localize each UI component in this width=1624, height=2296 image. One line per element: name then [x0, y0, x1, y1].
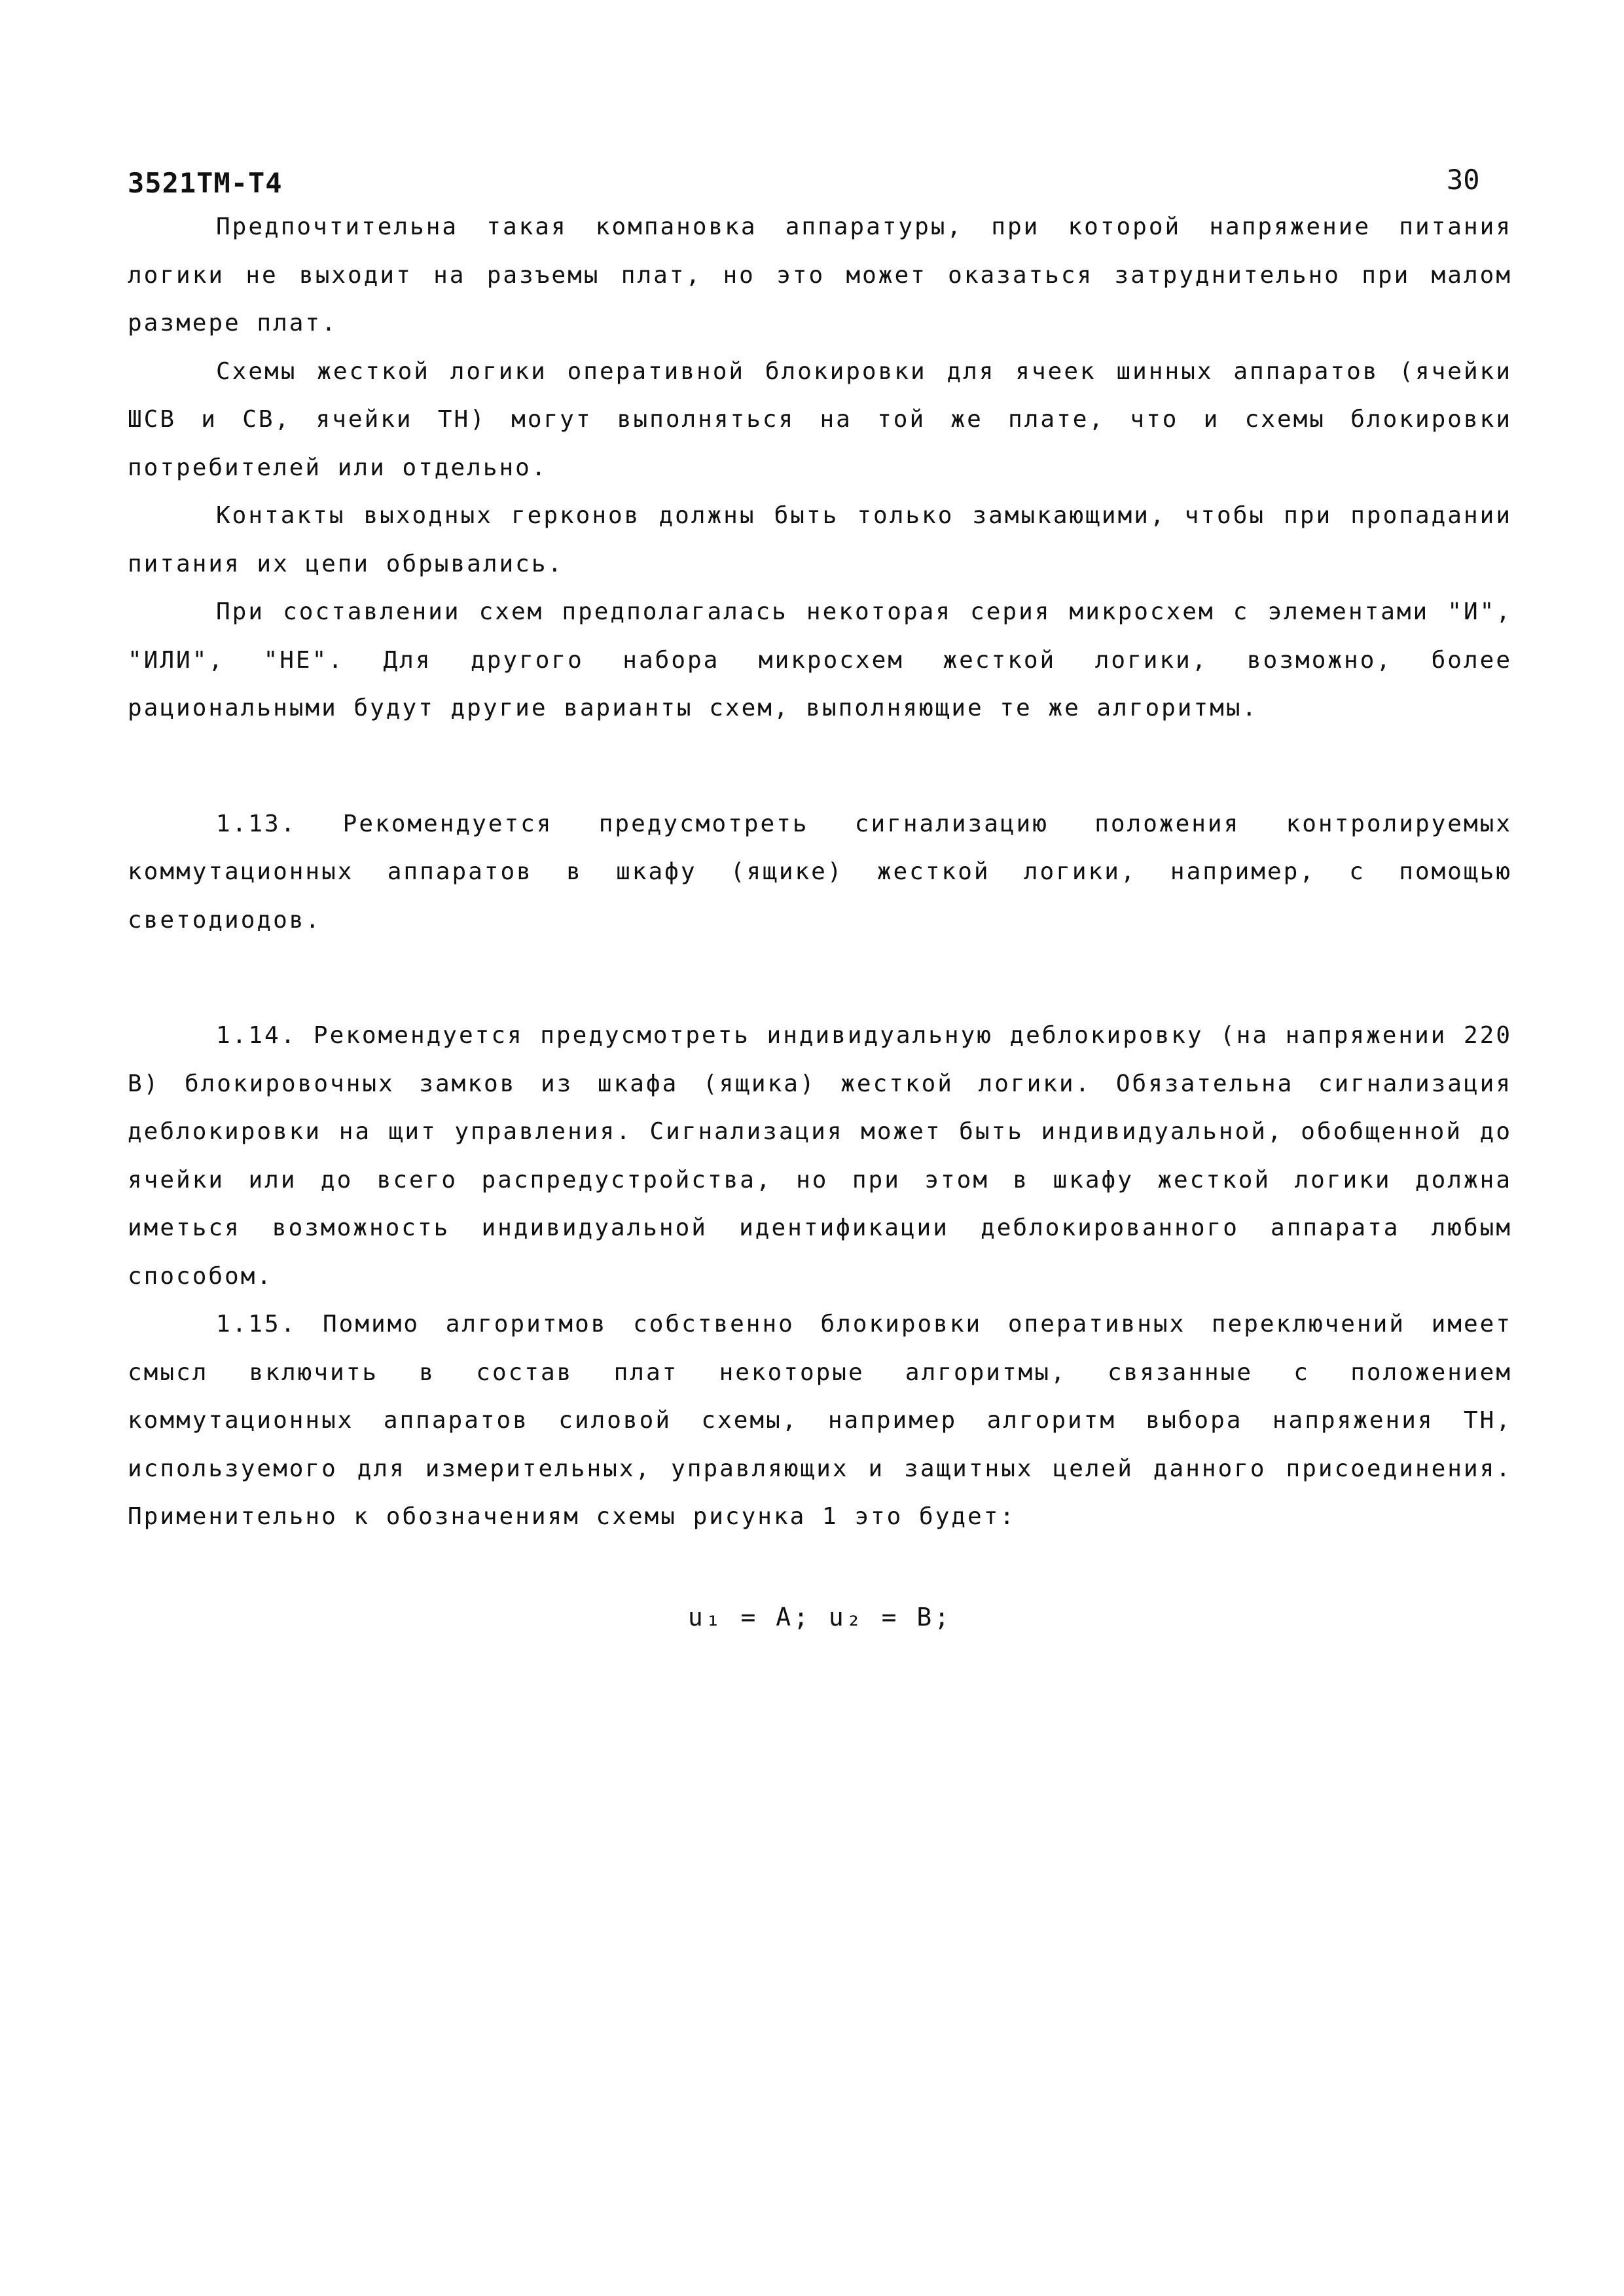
- paragraph-microcircuits: При составлении схем предполагалась некоторая серия микросхем с элементами "И", "ИЛИ", "НЕ". Для другого набора микросхем жесткой логики, возможно, более рациональными будут другие варианты схем, выполняющие те же алгоритмы.: [128, 598, 1512, 721]
- document-body: [128, 203, 1512, 1641]
- page-number: 30: [1447, 164, 1480, 196]
- paragraph-1-13: 1.13. Рекомендуется предусмотреть сигнализацию положения контролируемых коммутационных аппаратов в шкафу (ящике) жесткой логики, например, с помощью светодиодов.: [128, 810, 1512, 934]
- document-code: 3521ТМ-Т4: [128, 167, 283, 199]
- paragraph-1-14: 1.14. Рекомендуется предусмотреть индивидуальную деблокировку (на напряжении 220 В) блокировочных замков из шкафа (ящика) жесткой логики. Обязательна сигнализация деблокировки на щит управления. Сигнализация может быть индивидуальной, обобщенной до ячейки или до всего распредустройства, но при этом в шкафу жесткой логики должна иметься возможность индивидуальной идентификации деблокированного аппарата любым способом.: [128, 1022, 1512, 1290]
- paragraph-layout-intro: Предпочтительна такая компановка аппаратуры, при которой напряжение питания логики не выходит на разъемы плат, но это может оказаться затруднительно при малом размере плат.: [128, 213, 1512, 337]
- paragraph-1-15: 1.15. Помимо алгоритмов собственно блокировки оперативных переключений имеет смысл включить в состав плат некоторые алгоритмы, связанные с положением коммутационных аппаратов силовой схемы, например алгоритм выбора напряжения ТН, используемого для измерительных, управляющих и защитных целей данного присоединения. Применительно к обозначениям схемы рисунка 1 это будет:: [128, 1311, 1512, 1530]
- paragraph-bus-apparatus: Схемы жесткой логики оперативной блокировки для ячеек шинных аппаратов (ячейки ШСВ и СВ, ячейки ТН) могут выполняться на той же плате, что и схемы блокировки потребителей или отдельно.: [128, 357, 1512, 481]
- formula: u₁ = A; u₂ = B;: [687, 1602, 952, 1631]
- paragraph-reed-contacts: Контакты выходных герконов должны быть только замыкающими, чтобы при пропадании питания их цепи обрывались.: [128, 502, 1512, 577]
